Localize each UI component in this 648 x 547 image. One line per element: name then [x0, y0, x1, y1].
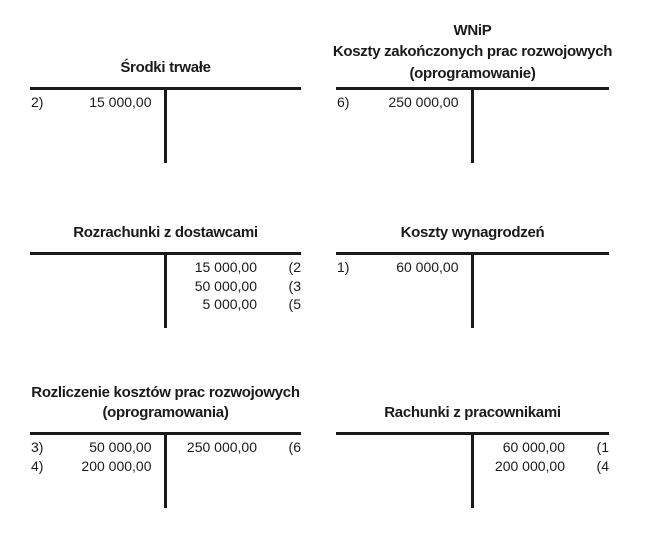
credit-entry [166, 258, 302, 277]
t-account-vertical-line [471, 252, 474, 328]
debit-column [30, 255, 166, 331]
entry-amount: 60 000,00 [396, 259, 459, 275]
account-title-line: Koszty wynagrodzeń [400, 224, 545, 241]
t-account-srodki-trwale [30, 59, 301, 166]
debit-column [336, 90, 473, 166]
entry-ref: (4 [596, 457, 609, 474]
account-title-line: (oprogramowania) [102, 404, 229, 421]
t-account-rozliczenie-kosztow-prac-rozwojowych [30, 384, 301, 511]
debit-column [336, 255, 473, 331]
entry-ref: (2 [288, 259, 301, 275]
t-account-wnip [332, 21, 613, 166]
account-title [10, 58, 321, 87]
credit-entry [166, 277, 302, 296]
entry-ref: (3 [288, 277, 301, 294]
entry-amount: 50 000,00 [89, 439, 152, 455]
account-title-line: Środki trwałe [120, 59, 211, 76]
debit-entry [336, 93, 473, 112]
credit-entry [473, 457, 610, 476]
entry-ref: (6 [288, 439, 301, 455]
entry-ref: 2) [31, 94, 44, 110]
entry-ref: (1 [596, 439, 609, 455]
t-account-vertical-line [471, 432, 474, 508]
t-account-koszty-wynagrodzen [336, 224, 609, 331]
entry-amount: 60 000,00 [502, 439, 565, 455]
t-account-vertical-line [164, 252, 167, 328]
entry-ref: (5 [288, 296, 301, 312]
t-account-body [30, 90, 301, 166]
credit-entry [166, 438, 302, 457]
t-account-vertical-line [471, 87, 474, 163]
entry-amount: 5 000,00 [202, 296, 257, 312]
account-title [316, 403, 629, 432]
entry-ref: 3) [31, 439, 44, 455]
t-account-body [336, 90, 609, 166]
account-title [10, 383, 321, 432]
t-account-body [30, 255, 301, 331]
t-account-rachunki-z-pracownikami [336, 404, 609, 511]
debit-entry [30, 457, 166, 476]
account-title-line: Rozrachunki z dostawcami [73, 224, 258, 241]
account-title-line: Rozliczenie kosztów prac rozwojowych [31, 384, 300, 401]
credit-entry [473, 438, 610, 457]
debit-column [30, 90, 166, 166]
account-title [10, 223, 321, 252]
credit-column [473, 90, 610, 166]
credit-column [166, 255, 302, 331]
t-account-vertical-line [164, 87, 167, 163]
entry-ref: 1) [337, 259, 350, 275]
entry-amount: 15 000,00 [194, 259, 257, 275]
credit-column [473, 435, 610, 511]
entry-amount: 250 000,00 [186, 439, 257, 455]
account-title [316, 20, 629, 88]
entry-amount: 15 000,00 [89, 94, 152, 110]
entry-amount: 200 000,00 [81, 457, 152, 474]
account-title-line: WNiP [453, 21, 492, 39]
credit-entry [166, 295, 302, 314]
account-title-line: Koszty zakończonych prac rozwojowych [332, 43, 613, 60]
entry-ref: 6) [337, 94, 350, 110]
t-account-rozrachunki-z-dostawcami [30, 224, 301, 331]
entry-amount: 250 000,00 [388, 94, 459, 110]
debit-column [30, 435, 166, 511]
account-title-line: Rachunki z pracownikami [384, 404, 561, 421]
debit-column [336, 435, 473, 511]
t-account-body [336, 435, 609, 511]
entry-ref: 4) [31, 457, 44, 474]
credit-column [166, 90, 302, 166]
credit-column [166, 435, 302, 511]
account-title [316, 223, 629, 252]
t-account-body [336, 255, 609, 331]
t-account-vertical-line [164, 432, 167, 508]
entry-amount: 50 000,00 [194, 277, 257, 294]
t-account-body [30, 435, 301, 511]
entry-amount: 200 000,00 [494, 457, 565, 474]
debit-entry [30, 438, 166, 457]
account-title-line: (oprogramowanie) [409, 64, 536, 82]
debit-entry [336, 258, 473, 277]
debit-entry [30, 93, 166, 112]
credit-column [473, 255, 610, 331]
